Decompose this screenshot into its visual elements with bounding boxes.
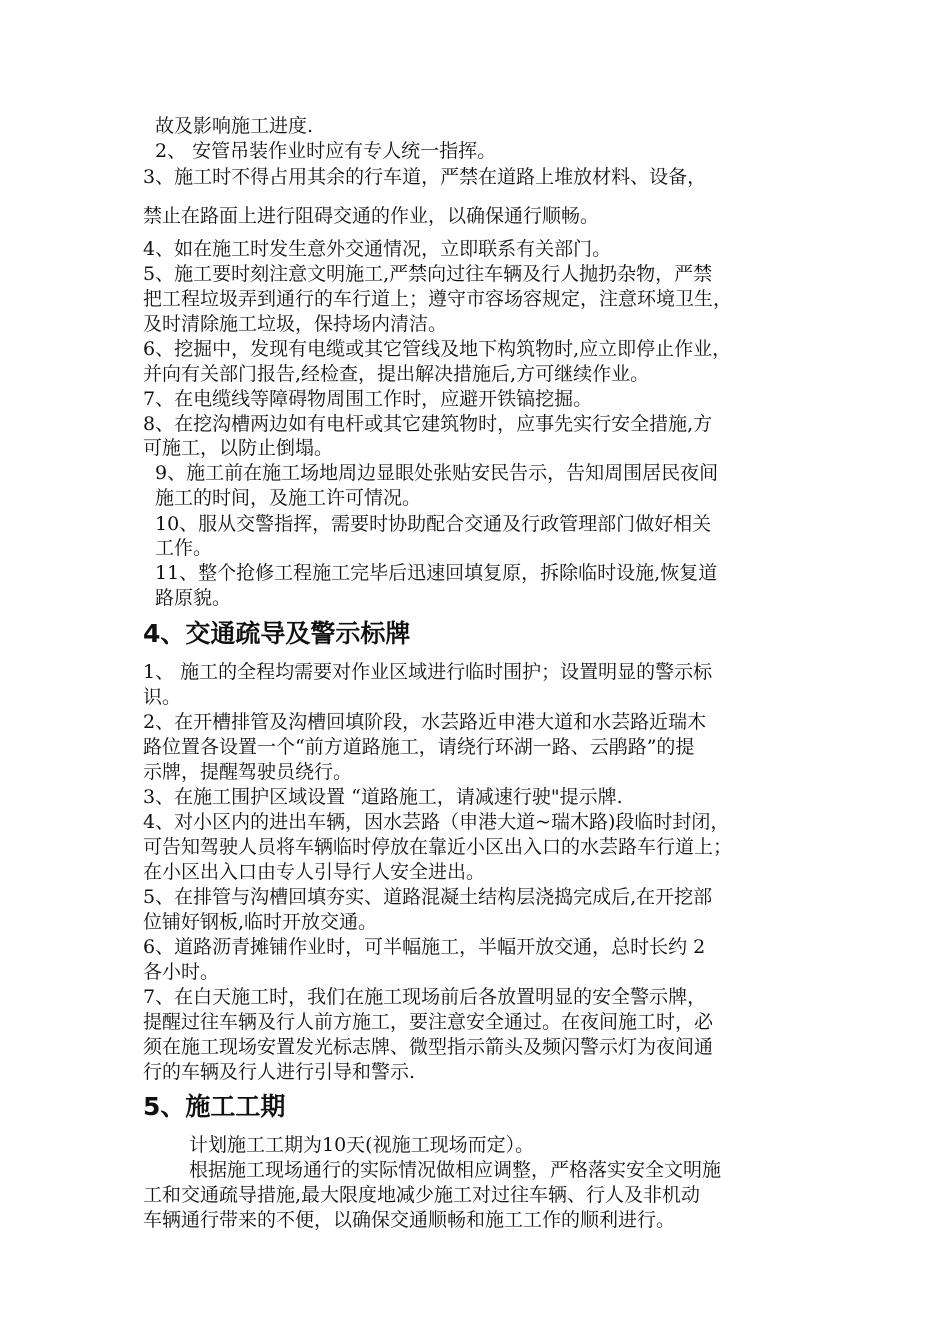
paragraph-line: 可施工，以防止倒塌。 <box>143 437 334 459</box>
section-heading-schedule: 5、施工工期 <box>143 1092 286 1121</box>
paragraph-line: 路原貌。 <box>155 587 232 609</box>
paragraph-line: 5、在排管与沟槽回填夯实、道路混凝土结构层浇捣完成后,在开挖部 <box>143 886 713 908</box>
paragraph-line: 6、挖掘中，发现有电缆或其它管线及地下构筑物时,应立即停止作业， <box>143 338 732 360</box>
paragraph-line: 8、在挖沟槽两边如有电杆或其它建筑物时，应事先实行安全措施,方 <box>143 413 713 435</box>
paragraph-line: 7、在电缆线等障碍物周围工作时，应避开铁镐挖掘。 <box>143 388 593 410</box>
paragraph-line: 故及影响施工进度. <box>155 115 314 137</box>
paragraph-line: 识。 <box>143 686 182 708</box>
paragraph-line: 行的车辆及行人进行引导和警示. <box>143 1061 416 1083</box>
paragraph-line: 须在施工现场安置发光标志牌、微型指示箭头及频闪警示灯为夜间通 <box>143 1036 714 1058</box>
paragraph-line: 路位置各设置一个“前方道路施工，请绕行环湖一路、云鹃路”的提 <box>143 736 695 758</box>
paragraph-line: 并向有关部门报告,经检查，提出解决措施后,方可继续作业。 <box>143 363 650 385</box>
paragraph-line: 把工程垃圾弄到通行的车行道上；遵守市容场容规定，注意环境卫生， <box>143 288 733 310</box>
paragraph-line: 及时清除施工垃圾，保持场内清洁。 <box>143 313 448 335</box>
paragraph-line: 施工的时间，及施工许可情况。 <box>155 487 422 509</box>
paragraph-line: 根据施工现场通行的实际情况做相应调整，严格落实安全文明施 <box>189 1159 722 1181</box>
paragraph-line: 10、服从交警指挥，需要时协助配合交通及行政管理部门做好相关 <box>155 513 712 535</box>
paragraph-line: 9、施工前在施工场地周边显眼处张贴安民告示，告知周围居民夜间 <box>155 462 719 484</box>
paragraph-line: 工作。 <box>155 537 213 559</box>
paragraph-line: 5、施工要时刻注意文明施工,严禁向过往车辆及行人抛扔杂物，严禁 <box>143 263 713 285</box>
paragraph-line: 可告知驾驶人员将车辆临时停放在靠近小区出入口的水芸路车行道上； <box>143 836 733 858</box>
paragraph-line: 4、如在施工时发生意外交通情况，立即联系有关部门。 <box>143 238 612 260</box>
paragraph-line: 各小时。 <box>143 961 220 983</box>
paragraph-line: 计划施工工期为10天(视施工现场而定）。 <box>189 1134 535 1156</box>
paragraph-line: 7、在白天施工时，我们在施工现场前后各放置明显的安全警示牌， <box>143 986 707 1008</box>
paragraph-line: 6、道路沥青摊铺作业时，可半幅施工，半幅开放交通，总时长约 2 <box>143 936 706 958</box>
paragraph-line: 11、整个抢修工程施工完毕后迅速回填复原，拆除临时设施,恢复道 <box>155 562 718 584</box>
paragraph-line: 3、施工时不得占用其余的行车道，严禁在道路上堆放材料、设备， <box>143 166 707 188</box>
paragraph-line: 车辆通行带来的不便，以确保交通顺畅和施工工作的顺利进行。 <box>143 1209 676 1231</box>
paragraph-line: 1、 施工的全程均需要对作业区域进行临时围护；设置明显的警示标 <box>143 661 713 683</box>
paragraph-line: 4、对小区内的进出车辆，因水芸路（申港大道~瑞木路)段临时封闭， <box>143 811 730 833</box>
paragraph-line: 在小区出入口由专人引导行人安全进出。 <box>143 861 486 883</box>
paragraph-line: 示牌，提醒驾驶员绕行。 <box>143 761 353 783</box>
paragraph-line: 3、在施工围护区域设置 “道路施工，请减速行驶"提示牌. <box>143 786 623 808</box>
section-heading-traffic: 4、交通疏导及警示标牌 <box>143 619 411 648</box>
paragraph-line: 2、 安管吊装作业时应有专人统一指挥。 <box>155 140 497 162</box>
paragraph-line: 位铺好钢板,临时开放交通。 <box>143 911 378 933</box>
paragraph-line: 工和交通疏导措施,最大限度地减少施工对过往车辆、行人及非机动 <box>143 1184 701 1206</box>
paragraph-line: 提醒过往车辆及行人前方施工，要注意安全通过。在夜间施工时，必 <box>143 1011 714 1033</box>
paragraph-line: 2、在开槽排管及沟槽回填阶段，水芸路近申港大道和水芸路近瑞木 <box>143 711 707 733</box>
paragraph-line: 禁止在路面上进行阻碍交通的作业，以确保通行顺畅。 <box>143 205 600 227</box>
